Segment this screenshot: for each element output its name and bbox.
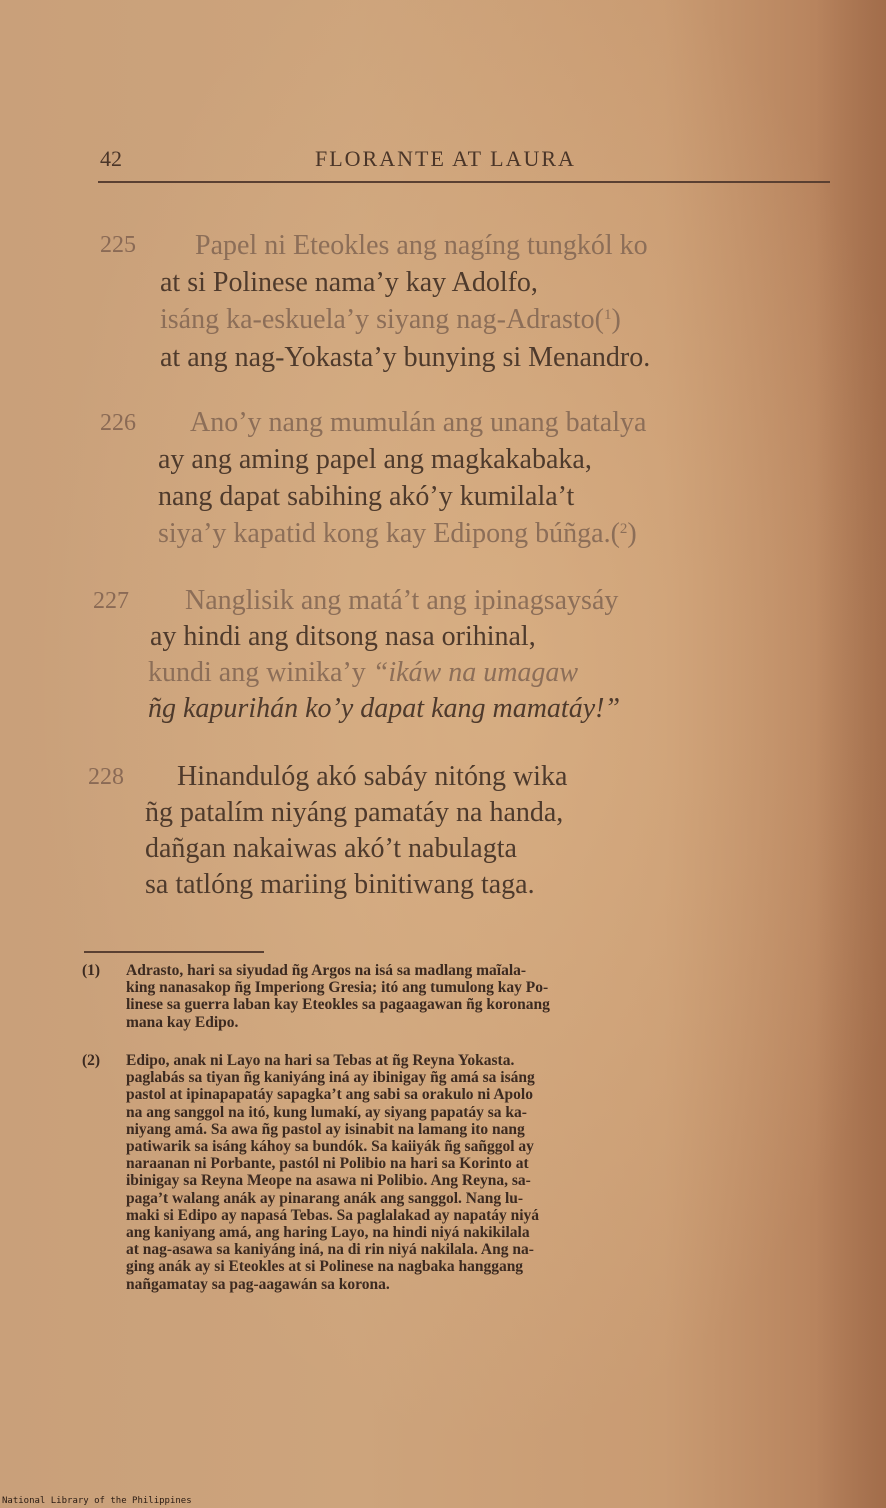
footnote-ref-2: 2 xyxy=(619,521,628,537)
verse-line: siya’y kapatid kong kay Edipong búñga.($^2$) xyxy=(158,518,637,549)
verse-line: at ang nag-Yokasta’y bunying si Menandro. xyxy=(160,342,651,373)
verse-line: Nanglisik ang matá’t ang ipinagsaysáy xyxy=(185,585,619,616)
footnote-2 xyxy=(82,1052,812,1293)
verse-line: Ano’y nang mumulán ang unang batalya xyxy=(190,407,647,438)
footnote-marker: (1) xyxy=(82,962,101,979)
library-credit: National Library of the Philippines xyxy=(2,1496,192,1506)
page-edge-shadow xyxy=(816,0,886,1508)
footnote-line: naraanan ni Porbante, pastól ni Polibio na hari sa Korinto at xyxy=(126,1155,529,1173)
verse-line: ay ang aming papel ang magkakabaka, xyxy=(158,444,592,475)
footnote-line: paga’t walang anák ay pinarang anák ang sanggol. Nang lu- xyxy=(126,1189,524,1207)
verse-line: ñg kapurihán ko’y dapat kang mamatáy!” xyxy=(148,693,621,724)
footnote-line: ibinigay sa Reyna Meope na asawa ni Polibio. Ang Reyna, sa- xyxy=(126,1172,531,1190)
header-rule xyxy=(98,181,830,183)
footnote-line: niyang amá. Sa awa ñg pastol ay isinabit na lamang ito nang xyxy=(126,1120,525,1138)
footnote-marker: (2) xyxy=(82,1052,101,1069)
verse-line: kundi ang winika’y “ikáw na umagaw xyxy=(148,657,579,688)
stanza-number: 227 xyxy=(93,588,129,614)
verse-line: ay hindi ang ditsong nasa orihinal, xyxy=(150,621,536,652)
verse-line: dañgan nakaiwas akó’t nabulagta xyxy=(145,833,517,864)
footnote-line: Adrasto, hari sa siyudad ñg Argos na isá sa madlang maĩala- xyxy=(126,962,527,979)
verse-line: isáng ka-eskuela’y siyang nag-Adrasto($^1$) xyxy=(160,304,621,335)
italic-quote: “ikáw na umagaw xyxy=(372,657,579,688)
running-title: FLORANTE AT LAURA xyxy=(315,146,576,171)
footnote-line: linese sa guerra laban kay Eteokles sa pagaagawan ñg koronang xyxy=(126,996,550,1014)
verse-line: nang dapat sabihing akó’y kumilala’t xyxy=(158,481,575,512)
verse-line: ñg patalím niyáng pamatáy na handa, xyxy=(145,797,564,828)
footnote-line: patiwarik sa isáng káhoy sa bundók. Sa kaiiyák ñg sañggol ay xyxy=(126,1138,534,1156)
verse-line: at si Polinese nama’y kay Adolfo, xyxy=(160,267,538,298)
footnote-rule xyxy=(84,951,264,953)
stanza-number: 225 xyxy=(100,232,136,258)
stanza-number: 228 xyxy=(88,764,124,790)
verse-line: Papel ni Eteokles ang nagíng tungkól ko xyxy=(195,230,648,261)
footnote-line: ang kaniyang amá, ang haring Layo, na hindi niyá nakikilala xyxy=(126,1224,530,1242)
footnote-line: na ang sanggol na itó, kung lumakí, ay siyang papatáy sa ka- xyxy=(126,1103,527,1121)
verse-line: Hinandulóg akó sabáy nitóng wika xyxy=(177,761,568,792)
footnote-line: ging anák ay si Eteokles at si Polinese na nagbaka hanggang xyxy=(126,1258,524,1276)
footnote-line: mana kay Edipo. xyxy=(126,1013,239,1031)
footnote-line: king nanasakop ñg Imperiong Gresia; itó ang tumulong kay Po- xyxy=(126,979,549,997)
footnote-ref-1: 1 xyxy=(603,307,612,323)
stanza-number: 226 xyxy=(100,410,136,436)
page-header xyxy=(100,146,830,180)
verse-line: sa tatlóng mariing binitiwang taga. xyxy=(145,869,535,900)
footnote-line: Edipo, anak ni Layo na hari sa Tebas at ñg Reyna Yokasta. xyxy=(126,1052,515,1069)
footnote-line: paglabás sa tiyan ñg kaniyáng iná ay ibinigay ñg amá sa isáng xyxy=(126,1069,535,1087)
footnote-line: maki si Edipo ay napasá Tebas. Sa paglalakad ay napatáy niyá xyxy=(126,1206,540,1224)
page-number: 42 xyxy=(100,146,122,171)
footnote-line: nañgamatay sa pag-aagawán sa korona. xyxy=(126,1275,390,1293)
footnote-line: at nag-asawa sa kaniyáng iná, na di rin niyá nakilala. Ang na- xyxy=(126,1241,534,1259)
footnote-1 xyxy=(82,962,812,1031)
footnote-line: pastol at ipinapapatáy sapagka’t ang sabi sa orakulo ni Apolo xyxy=(126,1086,533,1104)
